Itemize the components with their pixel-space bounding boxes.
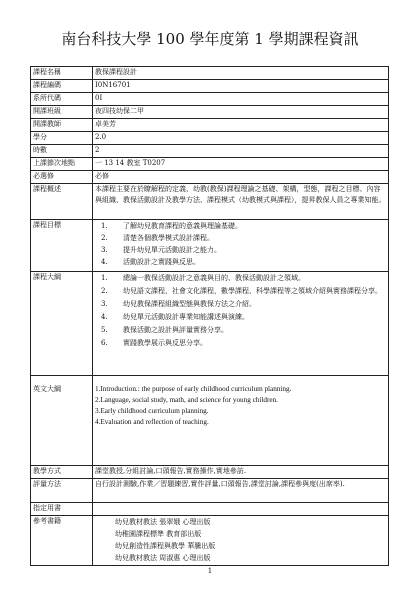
label-overview: 課程概述	[31, 184, 93, 220]
item-text: 了解幼兒教育課程的意義與理論基礎。	[123, 222, 242, 230]
reference-line: 幼兒教材教法 周淑惠 心理出版	[115, 554, 211, 562]
label-schedule: 上課節次地點	[31, 158, 93, 171]
list-item	[95, 220, 386, 232]
row-course-code	[31, 80, 389, 93]
row-teaching-method	[31, 466, 389, 479]
item-text: 清楚各個教學模式設計課程。	[123, 234, 214, 242]
label-assessment: 評量方法	[31, 479, 93, 503]
label-teacher: 開課教師	[31, 119, 93, 132]
outline-list	[95, 272, 386, 350]
list-item	[95, 256, 386, 268]
item-text: 幼兒語文課程，社會文化課程，數學課程、科學課程等之領域介紹與實務課程分享。	[123, 287, 382, 295]
label-course-name: 課程名稱	[31, 67, 93, 80]
row-credits	[31, 132, 389, 145]
label-credits: 學分	[31, 132, 93, 145]
value-textbook	[93, 503, 389, 516]
item-number: 3.	[101, 246, 108, 254]
row-required	[31, 171, 389, 184]
objectives-list	[95, 220, 386, 268]
value-course-code: I0N16701	[93, 80, 389, 93]
item-number: 3.	[101, 300, 108, 308]
row-hours	[31, 145, 389, 158]
item-text: 教保活動之設計與評量實務分享。	[123, 326, 228, 334]
value-outline	[93, 272, 389, 376]
label-class: 開課班級	[31, 106, 93, 119]
list-item	[95, 285, 386, 298]
value-dept-code: 0I	[93, 93, 389, 106]
label-teaching-method: 教學方式	[31, 466, 93, 479]
item-number: 6.	[101, 339, 108, 347]
value-assessment: 自行設計測驗,作業／習題練習,實作評量,口頭報告,課堂討論,課程參與度(出席率).	[93, 479, 389, 503]
label-hours: 時數	[31, 145, 93, 158]
value-references	[93, 516, 389, 566]
item-text: 幼兒單元活動設計專業知能講述與演練。	[123, 313, 249, 321]
list-item	[95, 298, 386, 311]
page-title: 南台科技大學 100 學年度第 1 學期課程資訊	[61, 30, 359, 48]
row-outline	[31, 272, 389, 376]
list-item	[95, 244, 386, 256]
row-class	[31, 106, 389, 119]
english-line: 3.Early childhood curriculum planning.	[95, 407, 209, 415]
value-teaching-method: 課堂教授,分組討論,口頭報告,實務操作,實地參訪.	[93, 466, 389, 479]
course-info-table	[30, 66, 389, 566]
value-overview: 本課程主要在於瞭解程的定義、幼教(教保)課程理論之基礎、架構，型態，課程之目標、內容與組織、教保活動設計及教學方法、課程模式（幼教模式與課程），提昇教保人員之專業知能。	[93, 184, 389, 220]
item-number: 2.	[101, 234, 108, 242]
page-number: 1	[207, 567, 213, 575]
list-item	[95, 232, 386, 244]
reference-line: 幼稚園課程標準 教育部出版	[115, 530, 202, 538]
item-number: 4.	[101, 313, 108, 321]
english-line: 1.Introduction.: the purpose of early childhood curriculum planning.	[95, 385, 292, 393]
value-schedule: 一 13 14 教室 T0207	[93, 158, 389, 171]
reference-line: 幼兒創造性課程與教學 華騰出版	[115, 542, 216, 550]
value-hours: 2	[93, 145, 389, 158]
item-number: 5.	[101, 326, 108, 334]
row-assessment	[31, 479, 389, 503]
value-required: 必修	[93, 171, 389, 184]
label-required: 必選修	[31, 171, 93, 184]
label-objectives: 課程目標	[31, 220, 93, 272]
item-text: 幼兒教保課程組織型態與教保方法之介紹。	[123, 300, 256, 308]
value-teacher: 卓美芳	[93, 119, 389, 132]
value-objectives	[93, 220, 389, 272]
row-references	[31, 516, 389, 566]
label-english-outline: 英文大綱	[31, 376, 93, 466]
row-english-outline	[31, 376, 389, 466]
row-objectives	[31, 220, 389, 272]
label-dept-code: 系所代碼	[31, 93, 93, 106]
row-teacher	[31, 119, 389, 132]
label-textbook: 指定用書	[31, 503, 93, 516]
item-text: 實踐教學展示與反思分享。	[123, 339, 207, 347]
list-item	[95, 311, 386, 324]
row-dept-code	[31, 93, 389, 106]
row-textbook	[31, 503, 389, 516]
reference-line: 幼兒教材教法 張翠娥 心理出版	[115, 518, 211, 526]
value-credits: 2.0	[93, 132, 389, 145]
item-number: 2.	[101, 287, 108, 295]
list-item	[95, 272, 386, 285]
row-overview	[31, 184, 389, 220]
english-line: 2.Language, social study, math, and science for young children.	[95, 396, 278, 404]
item-text: 活動設計之實踐與反思。	[123, 258, 200, 266]
item-text: 總論一教保活動設計之意義與目的、教保活動設計之領域。	[123, 274, 305, 282]
english-line: 4.Evaluation and reflection of teaching.	[95, 418, 209, 426]
value-class: 夜四技幼保二甲	[93, 106, 389, 119]
label-outline: 課程大綱	[31, 272, 93, 376]
value-english-outline	[93, 376, 389, 466]
item-text: 提升幼兒單元活動設計之能力。	[123, 246, 221, 254]
row-schedule	[31, 158, 389, 171]
label-course-code: 課程編碼	[31, 80, 93, 93]
item-number: 1.	[101, 274, 108, 282]
value-course-name: 教保課程設計	[93, 67, 389, 80]
item-number: 1.	[101, 222, 108, 230]
list-item	[95, 324, 386, 337]
list-item	[95, 337, 386, 350]
item-number: 4.	[101, 258, 108, 266]
row-course-name	[31, 67, 389, 80]
label-references: 參考書籍	[31, 516, 93, 566]
